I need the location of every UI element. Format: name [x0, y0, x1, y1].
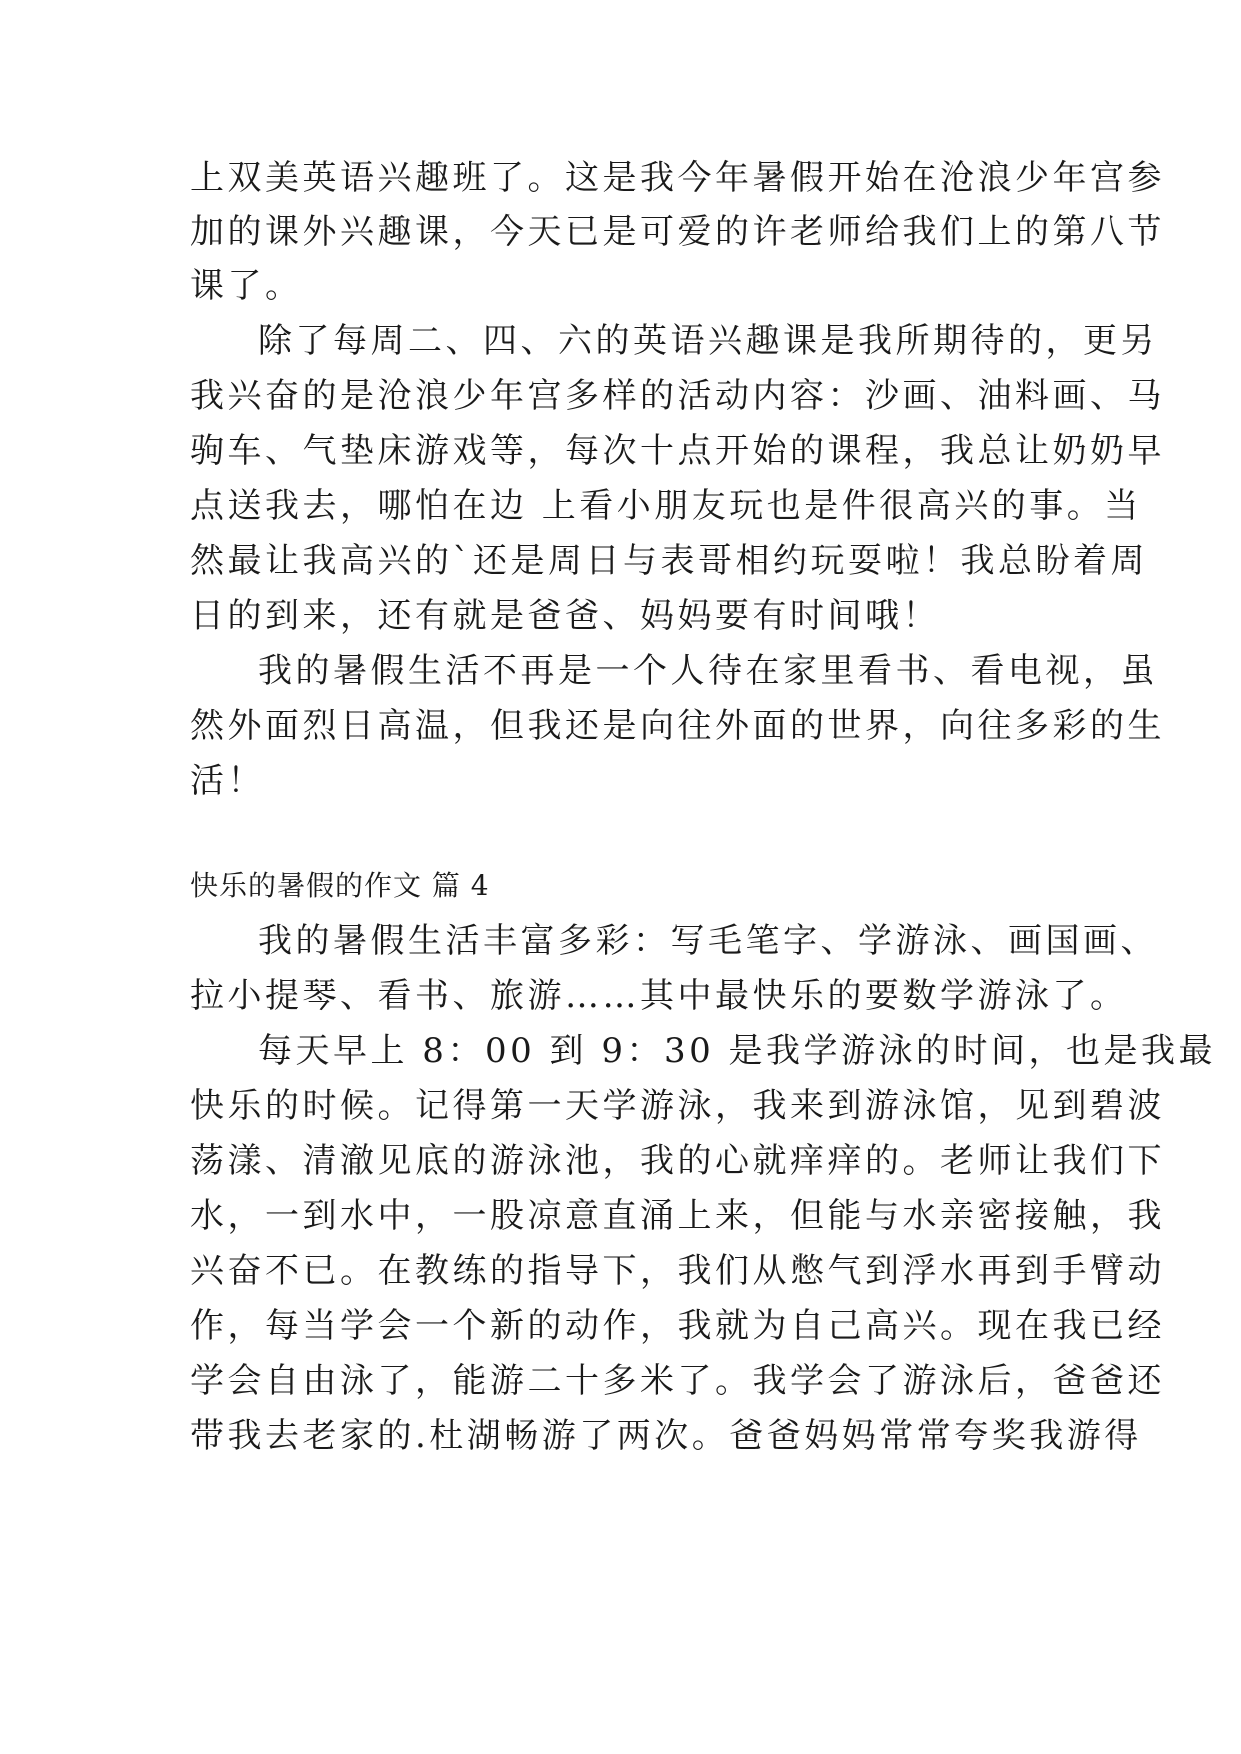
paragraph-2-line-6: 日的到来，还有就是爸爸、妈妈要有时间哦！: [190, 596, 940, 636]
paragraph-2-line-1: 除了每周二、四、六的英语兴趣课是我所期待的，更另: [258, 321, 1158, 361]
paragraph-2-line-3: 驹车、气垫床游戏等，每次十点开始的课程，我总让奶奶早: [190, 431, 1165, 471]
paragraph-5-line-5: 兴奋不已。在教练的指导下，我们从憋气到浮水再到手臂动: [190, 1251, 1165, 1291]
paragraph-5-line-7: 学会自由泳了，能游二十多米了。我学会了游泳后，爸爸还: [190, 1361, 1165, 1401]
paragraph-5-line-1: 每天早上 8：00 到 9：30 是我学游泳的时间，也是我最: [258, 1031, 1217, 1071]
paragraph-4-line-2: 拉小提琴、看书、旅游……其中最快乐的要数学游泳了。: [190, 976, 1128, 1016]
paragraph-1-line-3: 课了。: [190, 266, 303, 306]
paragraph-5-line-4: 水，一到水中，一股凉意直涌上来，但能与水亲密接触，我: [190, 1196, 1165, 1236]
paragraph-5-line-2: 快乐的时候。记得第一天学游泳，我来到游泳馆，见到碧波: [190, 1086, 1165, 1126]
paragraph-5-line-8: 带我去老家的.杜湖畅游了两次。爸爸妈妈常常夸奖我游得: [190, 1416, 1142, 1456]
paragraph-5-line-3: 荡漾、清澈见底的游泳池，我的心就痒痒的。老师让我们下: [190, 1141, 1165, 1181]
section-heading: 快乐的暑假的作文 篇 4: [190, 869, 490, 902]
paragraph-2-line-5: 然最让我高兴的`还是周日与表哥相约玩耍啦！我总盼着周: [190, 541, 1148, 581]
paragraph-3-line-3: 活！: [190, 761, 265, 801]
paragraph-1-line-1: 上双美英语兴趣班了。这是我今年暑假开始在沧浪少年宫参: [190, 158, 1165, 198]
paragraph-4-line-1: 我的暑假生活丰富多彩：写毛笔字、学游泳、画国画、: [258, 921, 1158, 961]
paragraph-1-line-2: 加的课外兴趣课，今天已是可爱的许老师给我们上的第八节: [190, 212, 1165, 252]
paragraph-2-line-2: 我兴奋的是沧浪少年宫多样的活动内容：沙画、油料画、马: [190, 376, 1165, 416]
paragraph-3-line-2: 然外面烈日高温，但我还是向往外面的世界，向往多彩的生: [190, 706, 1165, 746]
paragraph-5-line-6: 作，每当学会一个新的动作，我就为自己高兴。现在我已经: [190, 1306, 1165, 1346]
paragraph-3-line-1: 我的暑假生活不再是一个人待在家里看书、看电视，虽: [258, 651, 1158, 691]
paragraph-2-line-4: 点送我去，哪怕在边 上看小朋友玩也是件很高兴的事。当: [190, 486, 1142, 526]
